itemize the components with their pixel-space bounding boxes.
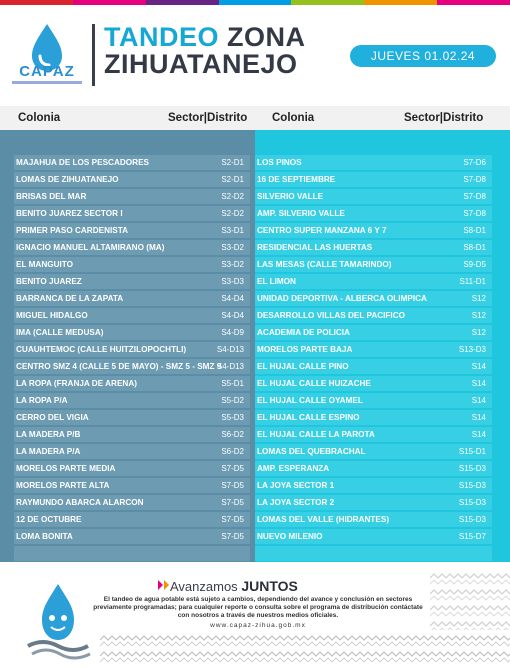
table-row <box>255 460 492 477</box>
table-row <box>14 460 250 477</box>
table-row <box>255 545 492 562</box>
table-row <box>255 511 492 528</box>
stripe-segment <box>219 0 292 5</box>
table-row <box>14 528 250 545</box>
colonia-name: RESIDENCIAL LAS HUERTAS <box>257 243 373 252</box>
colonia-name: CENTRO SMZ 4 (CALLE 5 DE MAYO) - SMZ 5 - SMZ 9 <box>16 362 222 371</box>
table-row <box>14 239 250 256</box>
colonia-name: LA MADERA P/B <box>16 430 81 439</box>
table-row <box>255 528 492 545</box>
table-row <box>14 324 250 341</box>
colonia-name: BRISAS DEL MAR <box>16 192 87 201</box>
table-row <box>14 256 250 273</box>
colonia-name: UNIDAD DEPORTIVA - ALBERCA OLIMPICA <box>257 294 427 303</box>
table-row <box>14 409 250 426</box>
sector-code: S15-D1 <box>458 447 486 456</box>
colonia-name: EL HUJAL CALLE LA PAROTA <box>257 430 375 439</box>
website-link[interactable]: www.capaz-zihua.gob.mx <box>210 622 306 629</box>
table-row <box>14 375 250 392</box>
page-title <box>104 24 306 78</box>
colonia-name: LAS MESAS (CALLE TAMARINDO) <box>257 260 392 269</box>
colonia-name: AMP. SILVERIO VALLE <box>257 209 345 218</box>
table-row <box>255 290 492 307</box>
colonia-name: AMP. ESPERANZA <box>257 464 330 473</box>
colonia-name: DESARROLLO VILLAS DEL PACIFICO <box>257 311 405 320</box>
slogan-juntos: JUNTOS <box>241 578 298 594</box>
sector-code: S7-D5 <box>221 515 244 524</box>
sector-code: S7-D8 <box>463 209 486 218</box>
sector-code: S7-D5 <box>221 532 244 541</box>
colonia-name: LA ROPA P/A <box>16 396 68 405</box>
colonia-name: MIGUEL HIDALGO <box>16 311 88 320</box>
slogan-arrows-icon <box>158 580 170 590</box>
sector-code: S7-D5 <box>221 481 244 490</box>
sector-code: S8-D1 <box>463 243 486 252</box>
table-row <box>14 222 250 239</box>
colonia-name: LA JOYA SECTOR 2 <box>257 498 335 507</box>
title-word-zihuatanejo: ZIHUATANEJO <box>104 49 298 79</box>
sector-code: S15-D7 <box>458 532 486 541</box>
table-row <box>14 494 250 511</box>
stripe-segment <box>0 0 73 5</box>
brand-underline <box>12 81 82 84</box>
stripe-segment <box>291 0 364 5</box>
table-row <box>255 392 492 409</box>
sector-code: S14 <box>471 413 486 422</box>
decorative-pattern <box>100 632 510 666</box>
colonia-name: 16 DE SEPTIEMBRE <box>257 175 336 184</box>
colonia-name: EL HUJAL CALLE OYAMEL <box>257 396 363 405</box>
colonia-name: LA JOYA SECTOR 1 <box>257 481 335 490</box>
sector-code: S6-D2 <box>221 447 244 456</box>
colonia-name: SILVERIO VALLE <box>257 192 324 201</box>
slogan <box>170 578 298 594</box>
table-row <box>14 477 250 494</box>
table-row <box>255 443 492 460</box>
sector-code: S7-D6 <box>463 158 486 167</box>
sector-code: S2-D2 <box>221 192 244 201</box>
sector-code: S9-D5 <box>463 260 486 269</box>
sector-code: S5-D1 <box>221 379 244 388</box>
table-row <box>14 171 250 188</box>
right-header-sector: Sector|Distrito <box>404 112 484 124</box>
sector-code: S3-D1 <box>221 226 244 235</box>
title-word-tandeo: TANDEO <box>104 22 219 52</box>
colonia-name: MAJAHUA DE LOS PESCADORES <box>16 158 149 167</box>
table-row <box>255 222 492 239</box>
colonia-name: MORELOS PARTE MEDIA <box>16 464 116 473</box>
sector-code: S15-D3 <box>458 515 486 524</box>
sector-code: S4-D13 <box>216 362 244 371</box>
sector-code: S8-D1 <box>463 226 486 235</box>
colonia-name: CERRO DEL VIGIA <box>16 413 89 422</box>
brand-name: CAPAZ <box>19 63 75 80</box>
sector-code: S3-D3 <box>221 277 244 286</box>
table-row <box>14 154 250 171</box>
stripe-segment <box>73 0 146 5</box>
row-background <box>14 546 250 561</box>
sector-code: S4-D9 <box>221 328 244 337</box>
slogan-avanzamos: Avanzamos <box>170 579 238 594</box>
colonia-name: IGNACIO MANUEL ALTAMIRANO (MA) <box>16 243 165 252</box>
table-row <box>255 154 492 171</box>
stripe-segment <box>364 0 437 5</box>
sector-code: S3-D2 <box>221 260 244 269</box>
sector-code: S12 <box>471 294 486 303</box>
table-row <box>14 188 250 205</box>
colonia-name: LOMAS DEL QUEBRACHAL <box>257 447 366 456</box>
row-background <box>255 546 492 561</box>
table-row <box>14 205 250 222</box>
stripe-segment <box>437 0 510 5</box>
table-row <box>14 358 250 375</box>
table-row <box>255 239 492 256</box>
colonia-name: LA ROPA (FRANJA DE ARENA) <box>16 379 137 388</box>
table-row <box>14 273 250 290</box>
table-row <box>14 341 250 358</box>
sector-code: S15-D3 <box>458 498 486 507</box>
table-row <box>255 375 492 392</box>
table-row <box>14 545 250 562</box>
colonia-name: IMA (CALLE MEDUSA) <box>16 328 104 337</box>
colonia-name: LOMAS DE ZIHUATANEJO <box>16 175 119 184</box>
table-row <box>255 477 492 494</box>
table-row <box>255 426 492 443</box>
table-row <box>14 443 250 460</box>
header-divider <box>92 24 95 86</box>
sector-code: S7-D5 <box>221 464 244 473</box>
table-row <box>255 358 492 375</box>
sector-code: S7-D8 <box>463 192 486 201</box>
sector-code: S15-D3 <box>458 464 486 473</box>
colonia-name: ACADEMIA DE POLICIA <box>257 328 350 337</box>
table-row <box>255 307 492 324</box>
colonia-name: MORELOS PARTE BAJA <box>257 345 353 354</box>
sector-code: S7-D5 <box>221 498 244 507</box>
sector-code: S5-D3 <box>221 413 244 422</box>
colonia-name: LOS PINOS <box>257 158 302 167</box>
table-row <box>14 426 250 443</box>
sector-code: S14 <box>471 430 486 439</box>
left-header-colonia: Colonia <box>18 112 61 124</box>
colonia-name: RAYMUNDO ABARCA ALARCON <box>16 498 144 507</box>
colonia-name: LOMAS DEL VALLE (HIDRANTES) <box>257 515 390 524</box>
colonia-name: 12 DE OCTUBRE <box>16 515 82 524</box>
colonia-name: CENTRO SUPER MANZANA 6 Y 7 <box>257 226 387 235</box>
sector-code: S4-D4 <box>221 311 244 320</box>
title-word-zona: ZONA <box>227 22 306 52</box>
table-row <box>14 392 250 409</box>
colonia-name: LOMA BONITA <box>16 532 73 541</box>
table-row <box>255 494 492 511</box>
colonia-name: EL HUJAL CALLE HUIZACHE <box>257 379 371 388</box>
table-row <box>14 290 250 307</box>
sector-code: S2-D2 <box>221 209 244 218</box>
top-color-stripe <box>0 0 510 5</box>
colonia-name: BARRANCA DE LA ZAPATA <box>16 294 124 303</box>
colonia-name: EL HUJAL CALLE PINO <box>257 362 349 371</box>
colonia-name: EL LIMON <box>257 277 296 286</box>
colonia-name: LA MADERA P/A <box>16 447 81 456</box>
sector-code: S12 <box>471 328 486 337</box>
table-row <box>255 324 492 341</box>
sector-code: S15-D3 <box>458 481 486 490</box>
sector-code: S4-D4 <box>221 294 244 303</box>
table-row <box>255 171 492 188</box>
sector-code: S3-D2 <box>221 243 244 252</box>
colonia-name: CUAUHTEMOC (CALLE HUITZILOPOCHTLI) <box>16 345 187 354</box>
table-row <box>14 511 250 528</box>
table-row <box>255 341 492 358</box>
right-header-colonia: Colonia <box>272 112 315 124</box>
colonia-name: BENITO JUAREZ SECTOR I <box>16 209 123 218</box>
table-row <box>255 205 492 222</box>
table-row <box>255 256 492 273</box>
colonia-name: NUEVO MILENIO <box>257 532 323 541</box>
colonia-name: EL HUJAL CALLE ESPINO <box>257 413 360 422</box>
sector-code: S11-D1 <box>459 277 486 286</box>
date-badge: JUEVES 01.02.24 <box>350 45 496 67</box>
table-row <box>14 307 250 324</box>
sector-code: S2-D1 <box>221 175 244 184</box>
table-row <box>255 409 492 426</box>
sector-code: S4-D13 <box>216 345 244 354</box>
sector-code: S6-D2 <box>221 430 244 439</box>
table-row <box>255 188 492 205</box>
colonia-name: MORELOS PARTE ALTA <box>16 481 110 490</box>
decorative-pattern-right <box>430 570 510 630</box>
sector-code: S14 <box>471 379 486 388</box>
sector-code: S13-D3 <box>458 345 486 354</box>
stripe-segment <box>146 0 219 5</box>
colonia-name: EL MANGUITO <box>16 260 74 269</box>
left-header-sector: Sector|Distrito <box>168 112 248 124</box>
colonia-name: BENITO JUAREZ <box>16 277 82 286</box>
sector-code: S14 <box>471 362 486 371</box>
sector-code: S12 <box>471 311 486 320</box>
sector-code: S2-D1 <box>221 158 244 167</box>
footer-note: El tandeo de agua potable está sujeto a cambios, dependiendo del avance y conclusión en sectores previamente programadas; para cualquier reporte o consulta sobre el programa de distribución contáctate con nosotros a través de nuestros medios oficiales. <box>93 596 423 619</box>
sector-code: S14 <box>471 396 486 405</box>
sector-code: S5-D2 <box>221 396 244 405</box>
mascot-icon <box>18 580 98 660</box>
colonia-name: PRIMER PASO CARDENISTA <box>16 226 129 235</box>
table-row <box>255 273 492 290</box>
sector-code: S7-D8 <box>463 175 486 184</box>
